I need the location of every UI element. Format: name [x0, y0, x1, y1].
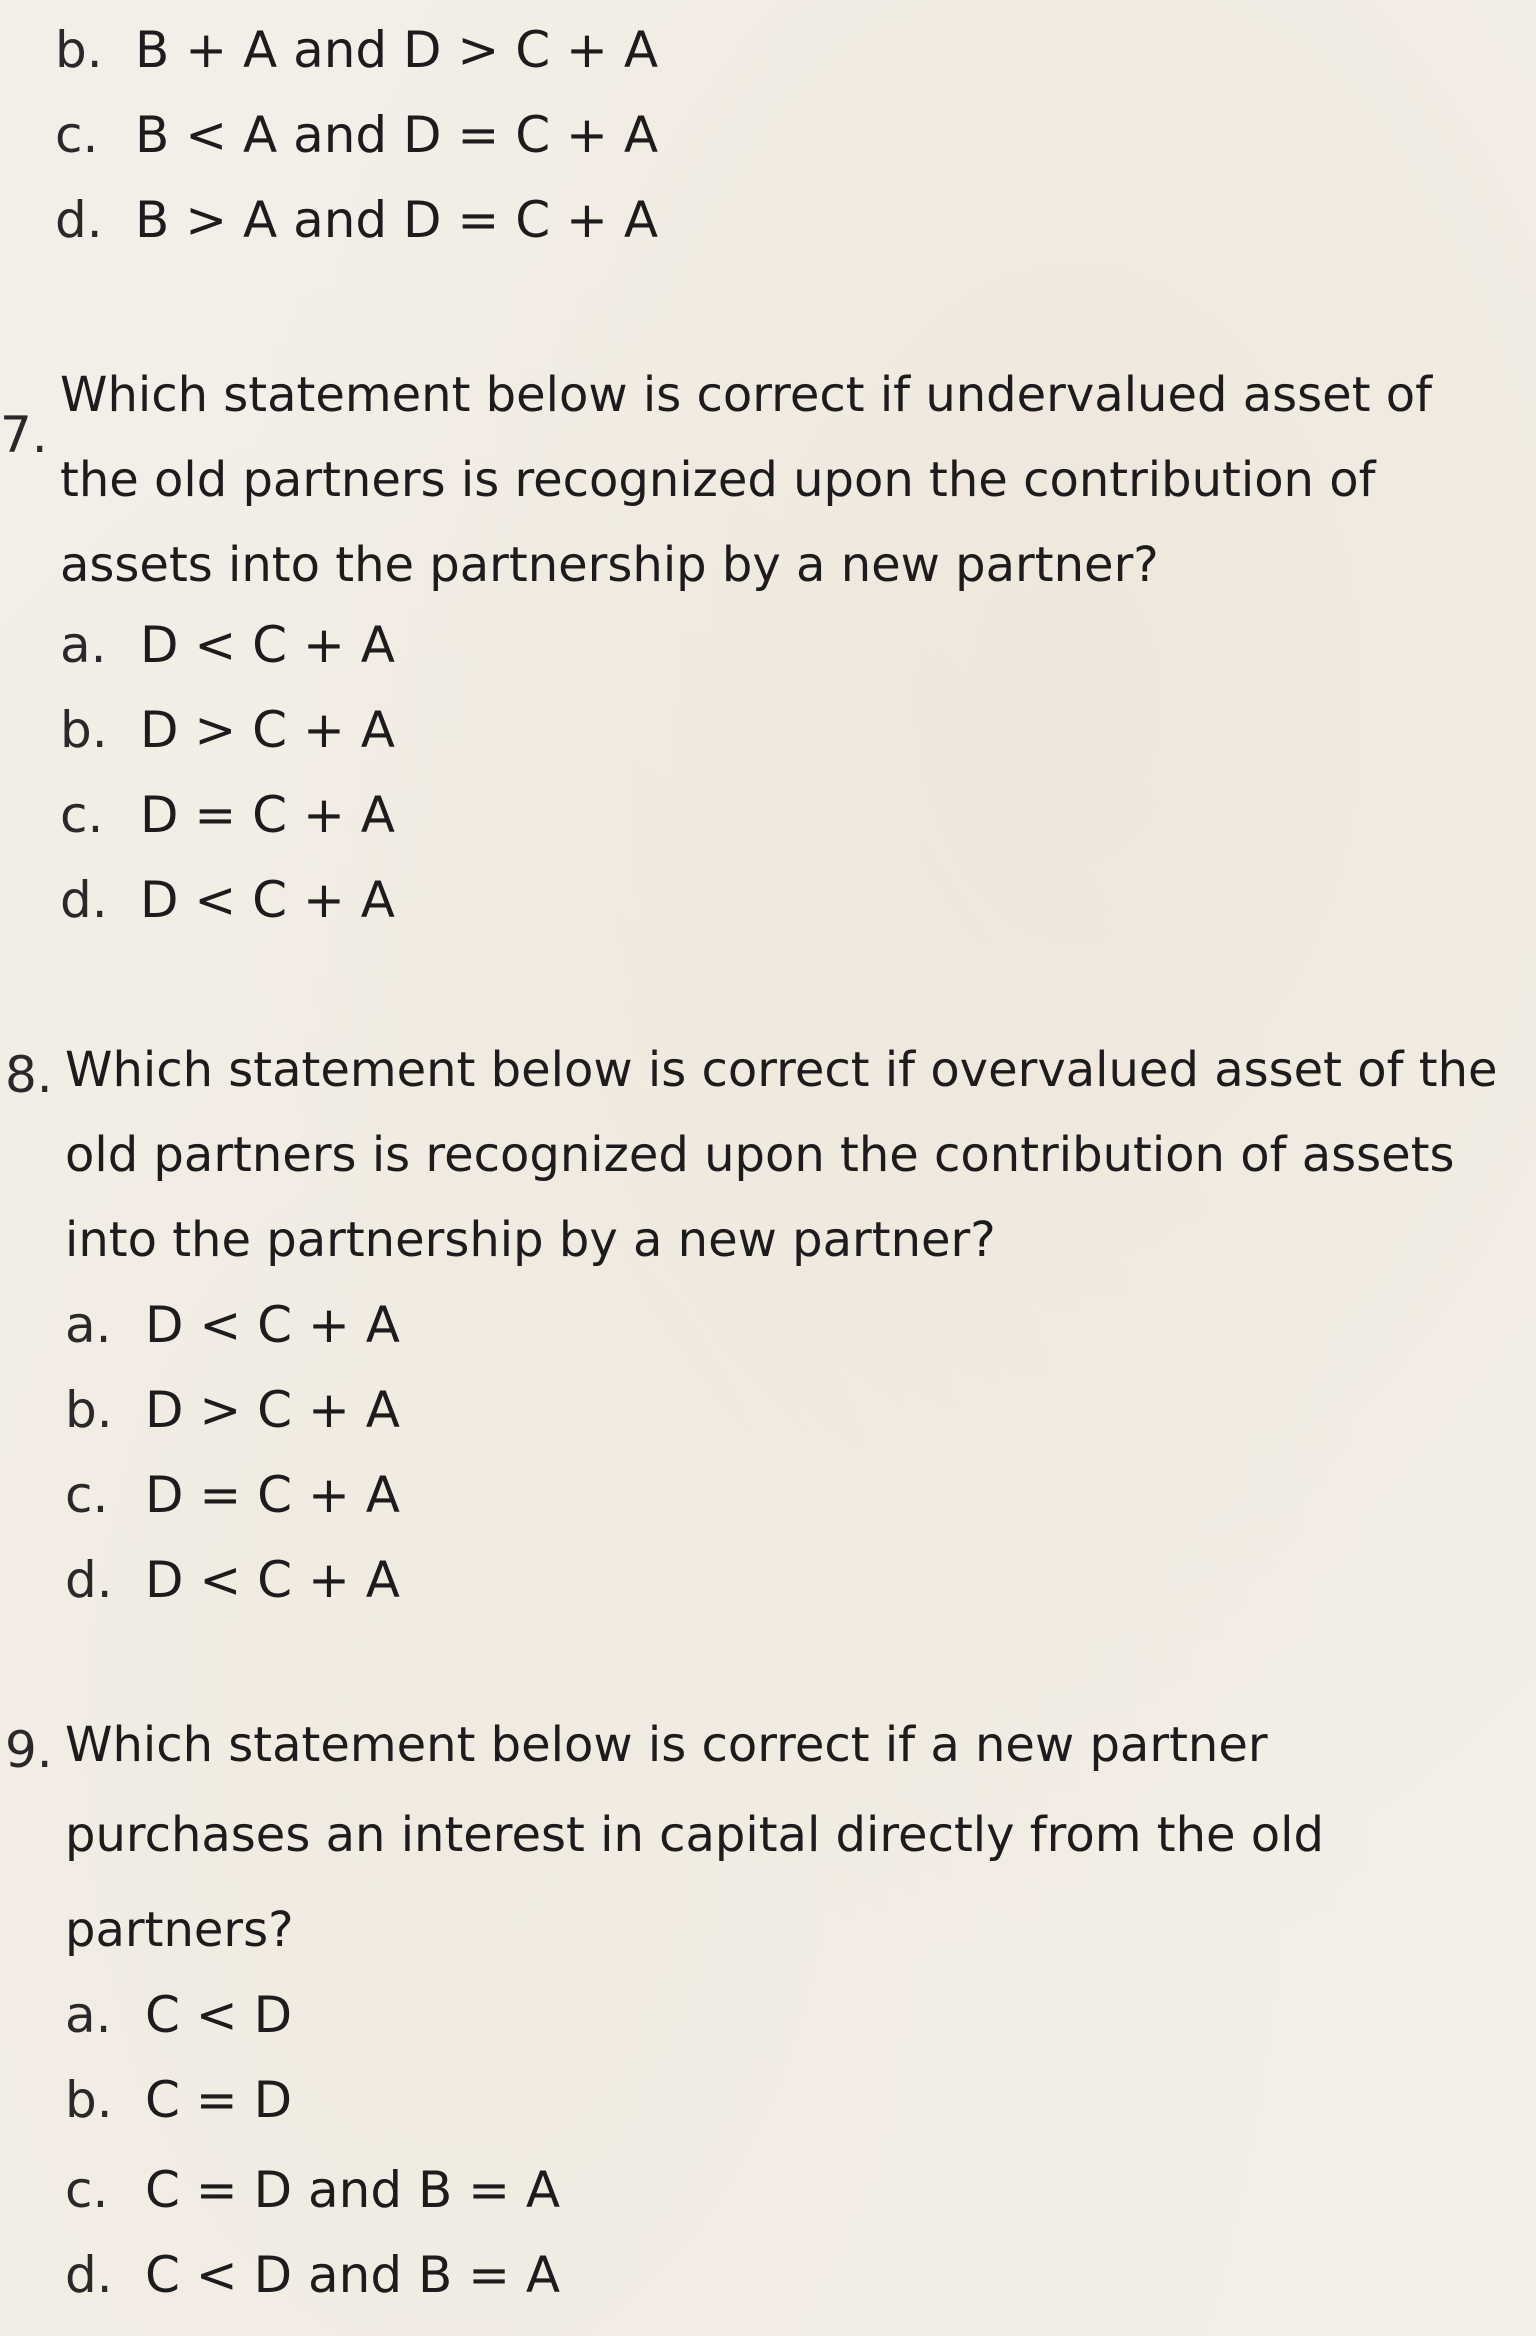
option-letter: d.	[65, 2246, 113, 2304]
option-letter: a.	[65, 1296, 112, 1354]
q7-line-3	[60, 535, 1159, 595]
q7-option-b	[60, 700, 395, 760]
q9-line-3-text: partners?	[65, 1902, 294, 1958]
option-letter: d.	[65, 1551, 113, 1609]
option-letter: c.	[60, 786, 104, 844]
q9-option-c	[65, 2160, 560, 2220]
q7-number: 7.	[0, 406, 48, 464]
q7-line-1-text: Which statement below is correct if undervalued asset of	[60, 367, 1433, 423]
q9-line-1-text: Which statement below is correct if a new partner	[65, 1717, 1268, 1773]
q9-option-b	[65, 2070, 292, 2130]
q9-option-a	[65, 1985, 292, 2045]
q7-line-3-text: assets into the partnership by a new partner?	[60, 537, 1159, 593]
option-text: C = D and B = A	[145, 2161, 561, 2219]
q8-line-3-text: into the partnership by a new partner?	[65, 1212, 996, 1268]
option-letter: a.	[65, 1986, 112, 2044]
option-text: C < D	[145, 1986, 293, 2044]
option-letter: c.	[65, 2161, 109, 2219]
option-text: D = C + A	[145, 1466, 400, 1524]
q9-line-3	[65, 1900, 294, 1960]
q6-option-c	[55, 105, 658, 165]
option-text: D < C + A	[140, 616, 395, 674]
q8-line-1	[65, 1040, 1498, 1100]
q9-line-2-text: purchases an interest in capital directly from the old	[65, 1807, 1324, 1863]
option-text: B > A and D = C + A	[135, 191, 659, 249]
option-letter: a.	[60, 616, 107, 674]
option-text: D > C + A	[140, 701, 395, 759]
option-text: D < C + A	[140, 871, 395, 929]
option-text: C < D and B = A	[145, 2246, 561, 2304]
q9-line-2	[65, 1805, 1405, 1865]
q8-option-d	[65, 1550, 400, 1610]
q7-option-c	[60, 785, 395, 845]
q7-line-2	[60, 450, 1395, 510]
option-letter: b.	[60, 701, 108, 759]
q7-line-2-text: the old partners is recognized upon the contribution of	[60, 452, 1376, 508]
q9-number: 9.	[5, 1721, 53, 1779]
q7-option-a	[60, 615, 395, 675]
option-letter: d.	[60, 871, 108, 929]
q8-line-3	[65, 1210, 996, 1270]
option-text: B + A and D > C + A	[135, 21, 659, 79]
q8-option-b	[65, 1380, 400, 1440]
q8-option-c	[65, 1465, 400, 1525]
q9-option-d	[65, 2245, 560, 2305]
option-text: D > C + A	[145, 1381, 400, 1439]
option-text: D < C + A	[145, 1551, 400, 1609]
q8-number: 8.	[5, 1046, 53, 1104]
q6-option-d	[55, 190, 658, 250]
option-letter: b.	[55, 21, 103, 79]
q8-option-a	[65, 1295, 400, 1355]
option-letter: c.	[65, 1466, 109, 1524]
q9-line-1	[65, 1715, 1405, 1775]
option-letter: d.	[55, 191, 103, 249]
q7-line-1	[60, 365, 1433, 425]
q8-line-1-text: Which statement below is correct if overvalued asset of the	[65, 1042, 1498, 1098]
q8-line-2-text: old partners is recognized upon the contribution of assets	[65, 1127, 1455, 1183]
option-letter: b.	[65, 1381, 113, 1439]
option-text: B < A and D = C + A	[135, 106, 659, 164]
option-letter: c.	[55, 106, 99, 164]
option-letter: b.	[65, 2071, 113, 2129]
q6-option-b	[55, 20, 658, 80]
option-text: D = C + A	[140, 786, 395, 844]
option-text: D < C + A	[145, 1296, 400, 1354]
q7-option-d	[60, 870, 395, 930]
option-text: C = D	[145, 2071, 293, 2129]
q8-line-2	[65, 1125, 1455, 1185]
